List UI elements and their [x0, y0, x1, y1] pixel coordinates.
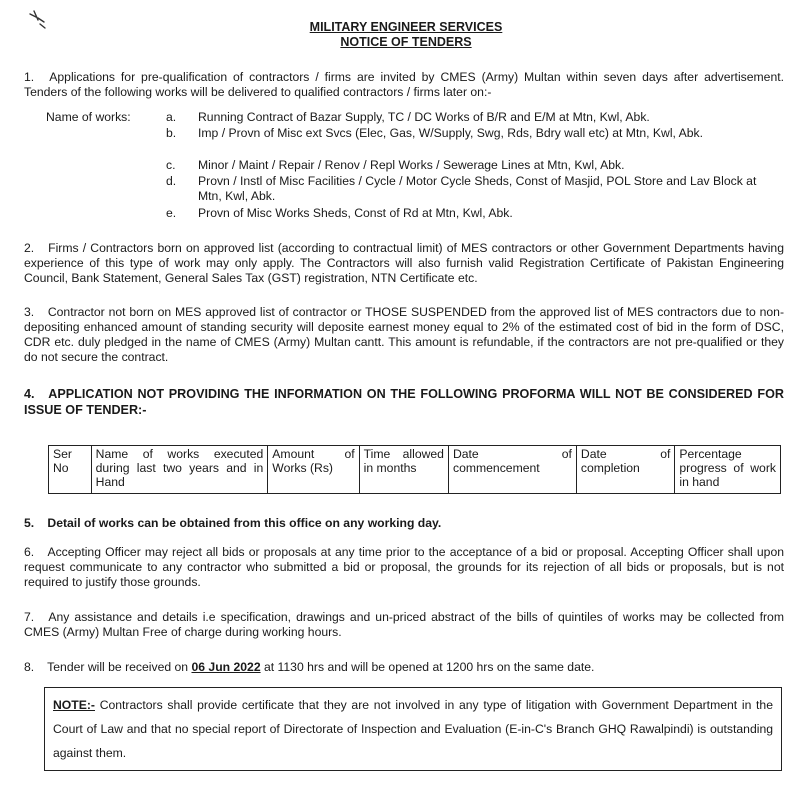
column-header-date-commencement: Date of commencement: [448, 446, 576, 494]
paragraph-text-after: at 1130 hrs and will be opened at 1200 hrs on the same date.: [263, 660, 595, 674]
work-item-letter: a.: [166, 110, 177, 124]
paragraph-number: 8.: [24, 660, 35, 674]
paragraph-2: [24, 241, 784, 286]
column-header-time-allowed: Time allowed in months: [359, 446, 448, 494]
work-item-letter: c.: [166, 158, 176, 172]
paragraph-number: 2.: [24, 241, 35, 255]
paragraph-text: Any assistance and details i.e specification, drawings and un-priced abstract of the bills of quintiles of works may be collected from CMES (Army) Multan Free of charge during working hours.: [24, 610, 784, 639]
works-label: Name of works:: [46, 110, 131, 124]
paragraph-text: Firms / Contractors born on approved list (according to contractual limit) of MES contractors or other Government Departments having experience of this type of work may only apply. The Contractors will also furnish valid Registration Certificate of Pakistan Engineering Council, Bank Statement, General Sales Tax (GST) registration, NTN Certificate etc.: [24, 241, 784, 285]
paragraph-text: Applications for pre-qualification of contractors / firms are invited by CMES (Army) Multan within seven days after advertisement. Tenders of the following works will be delivered to qualified contractors / firms later on:-: [24, 70, 785, 99]
paragraph-text-before: Tender will be received on: [47, 660, 189, 674]
note-label: NOTE:-: [53, 698, 95, 712]
tender-date: 06 Jun 2022: [191, 660, 261, 674]
paragraph-1: [24, 70, 784, 100]
note-text: Contractors shall provide certificate that they are not involved in any type of litigation with Government Department in the Court of Law and that no special report of Directorate of Inspection and Evaluation (E-in-C's Branch GHQ Rawalpindi) is outstanding against them.: [53, 698, 773, 760]
work-item-letter: e.: [166, 206, 177, 220]
work-item-text: Provn / Instl of Misc Facilities / Cycle / Motor Cycle Sheds, Const of Masjid, POL Store and Lav Block at Mtn, Kwl, Abk.: [198, 174, 757, 203]
paragraph-number: 4.: [24, 387, 35, 401]
column-header-ser-no: Ser No: [49, 446, 92, 494]
paragraph-number: 1.: [24, 70, 35, 84]
paragraph-text: Detail of works can be obtained from this office on any working day.: [47, 516, 442, 530]
paragraph-4: [24, 386, 784, 418]
paragraph-number: 3.: [24, 305, 35, 319]
column-header-percentage-progress: Percentage progress of work in hand: [675, 446, 781, 494]
paragraph-number: 5.: [24, 516, 35, 530]
paragraph-number: 7.: [24, 610, 35, 624]
paragraph-text: Accepting Officer may reject all bids or proposals at any time prior to the acceptance of a bid or proposal. Accepting Officer shall upon request communicate to any contractor who submitted a bid or proposal, the grounds for its rejection of all bids or proposals, but is not required to justify those grounds.: [24, 545, 784, 589]
proforma-table: [48, 445, 781, 494]
document-title: MILITARY ENGINEER SERVICES: [309, 20, 503, 34]
work-item-letter: b.: [166, 126, 177, 140]
paragraph-7: [24, 610, 784, 640]
column-header-amount: Amount of Works (Rs): [268, 446, 359, 494]
paragraph-3: [24, 305, 784, 365]
work-item-letter: d.: [166, 174, 177, 188]
table-header-row: [49, 446, 781, 494]
document-subtitle: NOTICE OF TENDERS: [340, 35, 472, 49]
paragraph-number: 6.: [24, 545, 35, 559]
note-box: [44, 687, 782, 771]
column-header-name-of-works: Name of works executed during last two years and in Hand: [91, 446, 268, 494]
paragraph-8: [24, 660, 784, 675]
work-item-text: Running Contract of Bazar Supply, TC / DC Works of B/R and E/M at Mtn, Kwl, Abk.: [198, 110, 650, 124]
work-item-text: Provn of Misc Works Sheds, Const of Rd at Mtn, Kwl, Abk.: [198, 206, 513, 220]
work-item-text: Minor / Maint / Repair / Renov / Repl Works / Sewerage Lines at Mtn, Kwl, Abk.: [198, 158, 625, 172]
paragraph-6: [24, 545, 784, 590]
paragraph-text: APPLICATION NOT PROVIDING THE INFORMATION ON THE FOLLOWING PROFORMA WILL NOT BE CONSIDERED FOR ISSUE OF TENDER:-: [24, 387, 784, 417]
column-header-date-completion: Date of completion: [576, 446, 674, 494]
paragraph-5: [24, 516, 784, 531]
work-item-text: Imp / Provn of Misc ext Svcs (Elec, Gas, W/Supply, Swg, Rds, Bdry wall etc) at Mtn, Kwl, Abk.: [198, 126, 704, 140]
paragraph-text: Contractor not born on MES approved list of contractor or THOSE SUSPENDED from the approved list of MES contractors due to non-depositing enhanced amount of standing security will deposite earnest money equal to 2% of the estimated cost of bid in the form of DSC, CDR etc. duly pledged in the name of CMES (Army) Multan cantt. This amount is refundable, if the contractors are not pre-qualified or they do not secure the contract.: [24, 305, 784, 364]
